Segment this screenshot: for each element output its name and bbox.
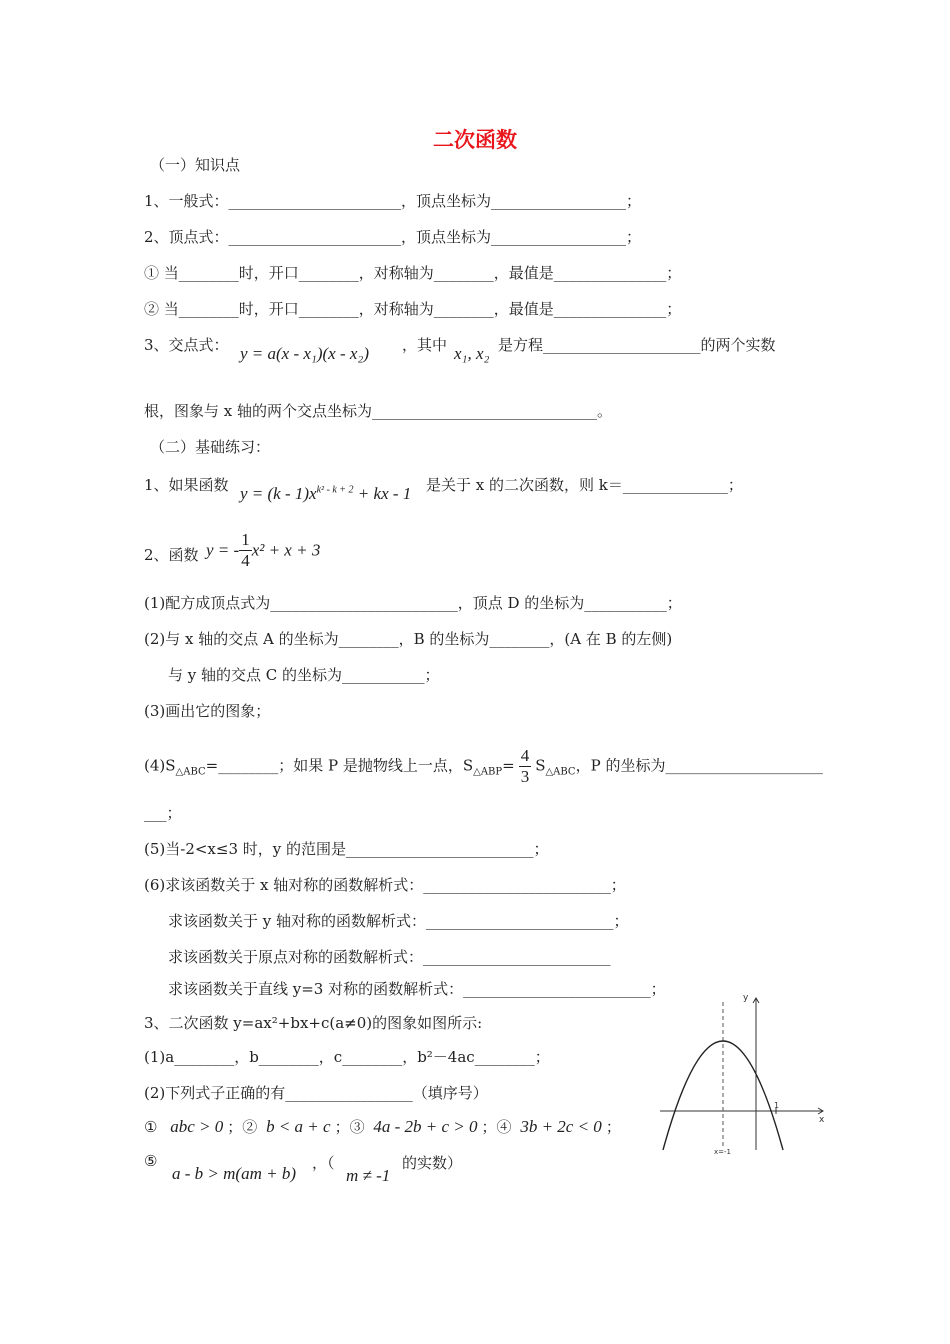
exercise-2-part-6-x-axis: (6)求该函数关于 x 轴对称的函数解析式：_________________________；: [144, 876, 626, 894]
exercise-2-part-6-origin: 求该函数关于原点对称的函数解析式：_________________________: [168, 948, 611, 966]
knowledge-3-where: ，其中: [402, 336, 448, 354]
knowledge-1-general-form: 1、一般式：_______________________，顶点坐标为__________________；: [144, 192, 642, 210]
knowledge-2-vertex-form: 2、顶点式：_______________________，顶点坐标为__________________；: [144, 228, 642, 246]
x-tick-one-label: 1: [774, 1101, 780, 1110]
point-p-question: ，P 的坐标为_____________________: [575, 756, 823, 775]
area-fraction-numerator: 4: [520, 746, 530, 765]
y-axis-label: y: [743, 993, 749, 1003]
exercise-2-part-4: [144, 746, 823, 787]
roots-variables: x₁, x₂: [454, 344, 490, 363]
option-3-formula: 4a - 2b + c > 0: [373, 1117, 478, 1136]
area-subscript-abc: △ABC: [175, 766, 206, 778]
knowledge-3-label: 3、交点式：: [144, 336, 229, 354]
page-title: 二次函数: [433, 127, 517, 152]
section-practice-heading: （二）基础练习：: [150, 438, 271, 456]
parabola-graph: [655, 990, 830, 1160]
option-5-formula: a - b > m(am + b): [172, 1164, 296, 1183]
axis-of-symmetry-label: x=-1: [714, 1148, 731, 1156]
exercise-1-formula-tail: + kx - 1: [353, 484, 412, 503]
knowledge-3-intercepts: 根，图象与 x 轴的两个交点坐标为______________________________。: [144, 402, 612, 420]
exercise-2-function: [206, 530, 320, 571]
option-2-formula: b < a + c: [266, 1117, 331, 1136]
knowledge-2-case-2: ② 当________时，开口________，对称轴为________，最值是_______________；: [144, 300, 682, 318]
option-5-condition-close: 的实数）: [402, 1154, 463, 1172]
exercise-3-statement: 3、二次函数 y=ax²+bx+c(a≠0)的图象如图所示:: [144, 1014, 483, 1032]
exercise-2-fraction: [239, 530, 252, 571]
knowledge-3-equation-blank: 是方程_____________________的两个实数: [498, 336, 776, 354]
exercise-2-part-2-y-intercept: 与 y 轴的交点 C 的坐标为___________；: [168, 666, 440, 684]
option-5-condition-open: ，（: [312, 1154, 335, 1172]
exercise-1-formula-base: y = (k - 1)x: [240, 484, 317, 503]
knowledge-2-case-1: ① 当________时，开口________，对称轴为________，最值是_______________；: [144, 264, 682, 282]
option-4-formula: 3b + 2c < 0: [520, 1117, 602, 1136]
exercise-1-formula: [240, 484, 411, 504]
area-fraction-denominator: 3: [520, 767, 530, 786]
option-2-number: ；②: [227, 1118, 258, 1136]
exercise-2-denominator: 4: [241, 551, 250, 570]
area-subscript-abc-2: △ABC: [545, 766, 576, 778]
exercise-2-part-3: (3)画出它的图象；: [144, 702, 271, 720]
exercise-3-part-2: (2)下列式子正确的有_________________（填序号）: [144, 1084, 488, 1102]
option-1-number: ①: [144, 1118, 158, 1136]
exercise-2-part-6-line-y3: 求该函数关于直线 y=3 对称的函数解析式：_________________________；: [168, 980, 666, 998]
area-equals: =: [502, 756, 515, 775]
exercise-2-label: 2、函数: [144, 546, 199, 564]
exercise-2-part-4-continuation: ___；: [144, 804, 182, 822]
area-label-2: S: [535, 756, 546, 775]
exercise-1-exponent: k² - k + 2: [316, 484, 354, 496]
exercise-3-option-5-number: ⑤: [144, 1152, 158, 1170]
exercise-1-label: 1、如果函数: [144, 476, 229, 494]
options-row-1-end: ；: [605, 1118, 621, 1136]
exercise-2-lhs: y = -: [206, 540, 240, 560]
x-axis-label: x: [819, 1115, 825, 1125]
area-fraction: [519, 746, 532, 787]
section-knowledge-heading: （一）知识点: [150, 156, 241, 174]
exercise-3-part-1: (1)a________，b________，c________，b²－4ac________；: [144, 1048, 550, 1066]
area-label-1: (4)S: [144, 756, 176, 775]
option-3-number: ；③: [334, 1118, 365, 1136]
exercise-2-rhs: x² + x + 3: [251, 540, 321, 560]
area-subscript-abp: △ABP: [473, 766, 503, 778]
exercise-3-options-row-1: [144, 1116, 621, 1137]
option-4-number: ；④: [481, 1118, 512, 1136]
area-blank-text: =________；如果 P 是抛物线上一点，S: [205, 756, 474, 775]
exercise-2-part-5: (5)当-2<x≤3 时，y 的范围是_________________________；: [144, 840, 549, 858]
exercise-2-numerator: 1: [241, 530, 250, 549]
exercise-1-question: 是关于 x 的二次函数，则 k＝______________；: [426, 476, 743, 494]
exercise-2-part-2: (2)与 x 轴的交点 A 的坐标为________，B 的坐标为________，(A 在 B 的左侧): [144, 630, 673, 648]
intercept-form-formula: y = a(x - x₁)(x - x₂): [240, 344, 369, 363]
option-1-formula: abc > 0: [170, 1117, 224, 1136]
option-5-condition-formula: m ≠ -1: [346, 1166, 391, 1185]
exercise-2-part-6-y-axis: 求该函数关于 y 轴对称的函数解析式：_________________________；: [168, 912, 629, 930]
exercise-2-part-1: (1)配方成顶点式为_________________________，顶点 D 的坐标为___________；: [144, 594, 682, 612]
